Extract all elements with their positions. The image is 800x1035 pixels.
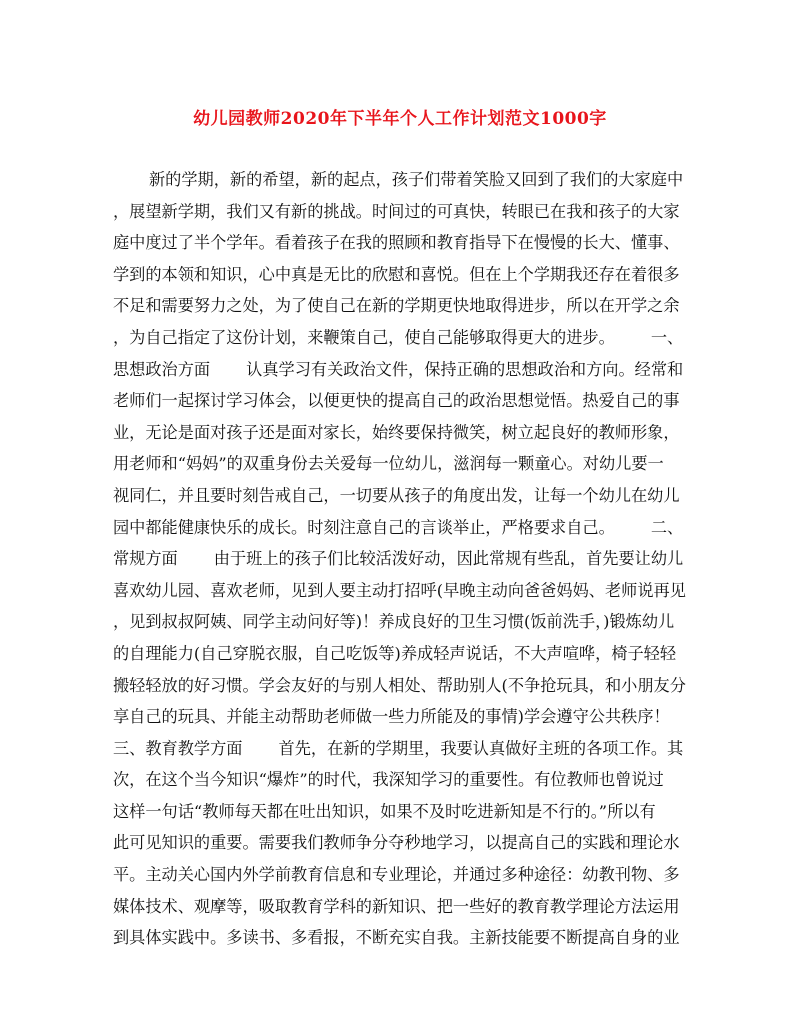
body-line: 媒体技术、观摩等，吸取教育学科的新知识、把一些好的教育教学理论方法运用 <box>113 896 680 916</box>
body-line: 园中都能健康快乐的成长。时刻注意自己的言谈举止，严格要求自己。 二、 <box>113 517 684 537</box>
body-line: 喜欢幼儿园、喜欢老师，见到人要主动打招呼(早晚主动向爸爸妈妈、老师说再见 <box>113 580 686 600</box>
body-line: 视同仁，并且要时刻告戒自己，一切要从孩子的角度出发，让每一个幼儿在幼儿 <box>113 485 680 505</box>
body-line: 庭中度过了半个学年。看着孩子在我的照顾和教育指导下在慢慢的长大、懂事、 <box>113 233 680 253</box>
body-line: 用老师和“妈妈”的双重身份去关爱每一位幼儿，滋润每一颗童心。对幼儿要一 <box>113 454 664 474</box>
body-line: 三、教育教学方面 首先，在新的学期里，我要认真做好主班的各项工作。其 <box>113 738 684 758</box>
body-line: 不足和需要努力之处，为了使自己在新的学期更快地取得进步，所以在开学之余 <box>113 296 680 316</box>
body-line: 业，无论是面对孩子还是面对家长，始终要保持微笑，树立起良好的教师形象， <box>113 422 680 442</box>
body-line: ，展望新学期，我们又有新的挑战。时间过的可真快，转眼已在我和孩子的大家 <box>113 201 680 221</box>
body-line: 享自己的玩具、并能主动帮助老师做一些力所能及的事情)学会遵守公共秩序！ <box>113 707 670 727</box>
body-line: ，见到叔叔阿姨、同学主动问好等)！养成良好的卫生习惯(饭前洗手，)锻炼幼儿 <box>113 612 675 632</box>
document-body <box>113 164 693 954</box>
body-line: ，为自己指定了这份计划，来鞭策自己，使自己能够取得更大的进步。 一、 <box>113 327 684 347</box>
body-line: 搬轻轻放的好习惯。学会友好的与别人相处、帮助别人(不争抢玩具，和小朋友分 <box>113 675 686 695</box>
body-line: 学到的本领和知识，心中真是无比的欣慰和喜悦。但在上个学期我还存在着很多 <box>113 264 680 284</box>
body-line: 新的学期，新的希望，新的起点，孩子们带着笑脸又回到了我们的大家庭中 <box>149 170 684 189</box>
body-line: 老师们一起探讨学习体会，以便更快的提高自己的政治思想觉悟。热爱自己的事 <box>113 391 680 411</box>
body-line: 次，在这个当今知识“爆炸”的时代，我深知学习的重要性。有位教师也曾说过 <box>113 770 664 790</box>
body-line: 平。主动关心国内外学前教育信息和专业理论，并通过多种途径：幼教刊物、多 <box>113 865 680 885</box>
body-line: 此可见知识的重要。需要我们教师争分夺秒地学习，以提高自己的实践和理论水 <box>113 833 680 853</box>
document-title: 幼儿园教师2020年下半年个人工作计划范文1000字 <box>193 109 607 129</box>
body-line: 思想政治方面 认真学习有关政治文件，保持正确的思想政治和方向。经常和 <box>113 359 684 379</box>
body-line: 到具体实践中。多读书、多看报，不断充实自我。主新技能要不断提高自身的业 <box>113 928 680 948</box>
body-line: 常规方面 由于班上的孩子们比较活泼好动，因此常规有些乱，首先要让幼儿 <box>113 549 684 569</box>
body-line: 的自理能力(自己穿脱衣服，自己吃饭等)养成轻声说话，不大声喧哗，椅子轻轻 <box>113 643 677 663</box>
body-line: 这样一句话“教师每天都在吐出知识，如果不及时吃进新知是不行的。”所以有 <box>113 801 656 821</box>
